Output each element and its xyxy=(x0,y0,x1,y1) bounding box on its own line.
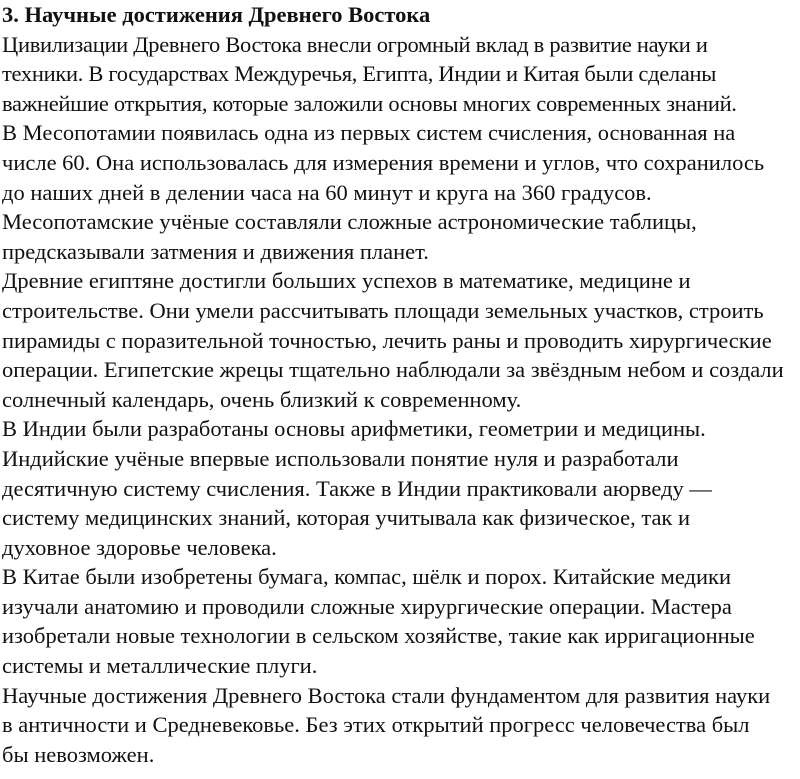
text-line: В Месопотамии появилась одна из первых систем счисления, основанная на xyxy=(2,120,736,146)
text-line: десятичную систему счисления. Также в Индии практиковали аюрведу — xyxy=(2,475,712,501)
paragraph xyxy=(2,30,800,119)
paragraph xyxy=(2,414,800,562)
text-line: Древние египтяне достигли больших успехов в математике, медицине и xyxy=(2,268,691,294)
text-line: техники. В государствах Междуречья, Египта, Индии и Китая были сделаны xyxy=(2,61,717,87)
text-line: бы невозможен. xyxy=(2,741,155,767)
text-line: изучали анатомию и проводили сложные хирургические операции. Мастера xyxy=(2,593,732,619)
text-line: строительстве. Они умели рассчитывать площади земельных участков, строить xyxy=(2,297,764,323)
section-title: 3. Научные достижения Древнего Востока xyxy=(2,2,431,27)
text-line: важнейшие открытия, которые заложили основы многих современных знаний. xyxy=(2,90,737,116)
text-line: В Китае были изобретены бумага, компас, шёлк и порох. Китайские медики xyxy=(2,564,732,590)
text-line: солнечный календарь, очень близкий к современному. xyxy=(2,386,522,412)
document-body xyxy=(2,30,800,770)
text-line: числе 60. Она использовалась для измерения времени и углов, что сохранилось xyxy=(2,149,765,175)
text-line: до наших дней в делении часа на 60 минут и круга на 360 градусов. xyxy=(2,179,652,205)
text-line: систему медицинских знаний, которая учитывала как физическое, так и xyxy=(2,505,691,531)
text-line: системы и металлические плуги. xyxy=(2,653,318,679)
text-line: в античности и Средневековье. Без этих открытий прогресс человечества был xyxy=(2,712,750,738)
text-line: Цивилизации Древнего Востока внесли огромный вклад в развитие науки и xyxy=(2,31,708,57)
text-line: Месопотамские учёные составляли сложные астрономические таблицы, xyxy=(2,209,697,235)
text-line: операции. Египетские жрецы тщательно наблюдали за звёздным небом и создали xyxy=(2,357,784,383)
text-line: В Индии были разработаны основы арифметики, геометрии и медицины. xyxy=(2,416,706,442)
paragraph xyxy=(2,681,800,770)
text-line: изобретали новые технологии в сельском хозяйстве, такие как ирригационные xyxy=(2,623,755,649)
text-line: пирамиды с поразительной точностью, лечить раны и проводить хирургические xyxy=(2,327,772,353)
text-line: Научные достижения Древнего Востока стали фундаментом для развития науки xyxy=(2,682,771,708)
text-line: Индийские учёные впервые использовали понятие нуля и разработали xyxy=(2,445,679,471)
paragraph xyxy=(2,118,800,266)
document xyxy=(2,0,800,769)
paragraph xyxy=(2,562,800,680)
paragraph xyxy=(2,266,800,414)
text-line: духовное здоровье человека. xyxy=(2,534,277,560)
text-line: предсказывали затмения и движения планет. xyxy=(2,238,429,264)
